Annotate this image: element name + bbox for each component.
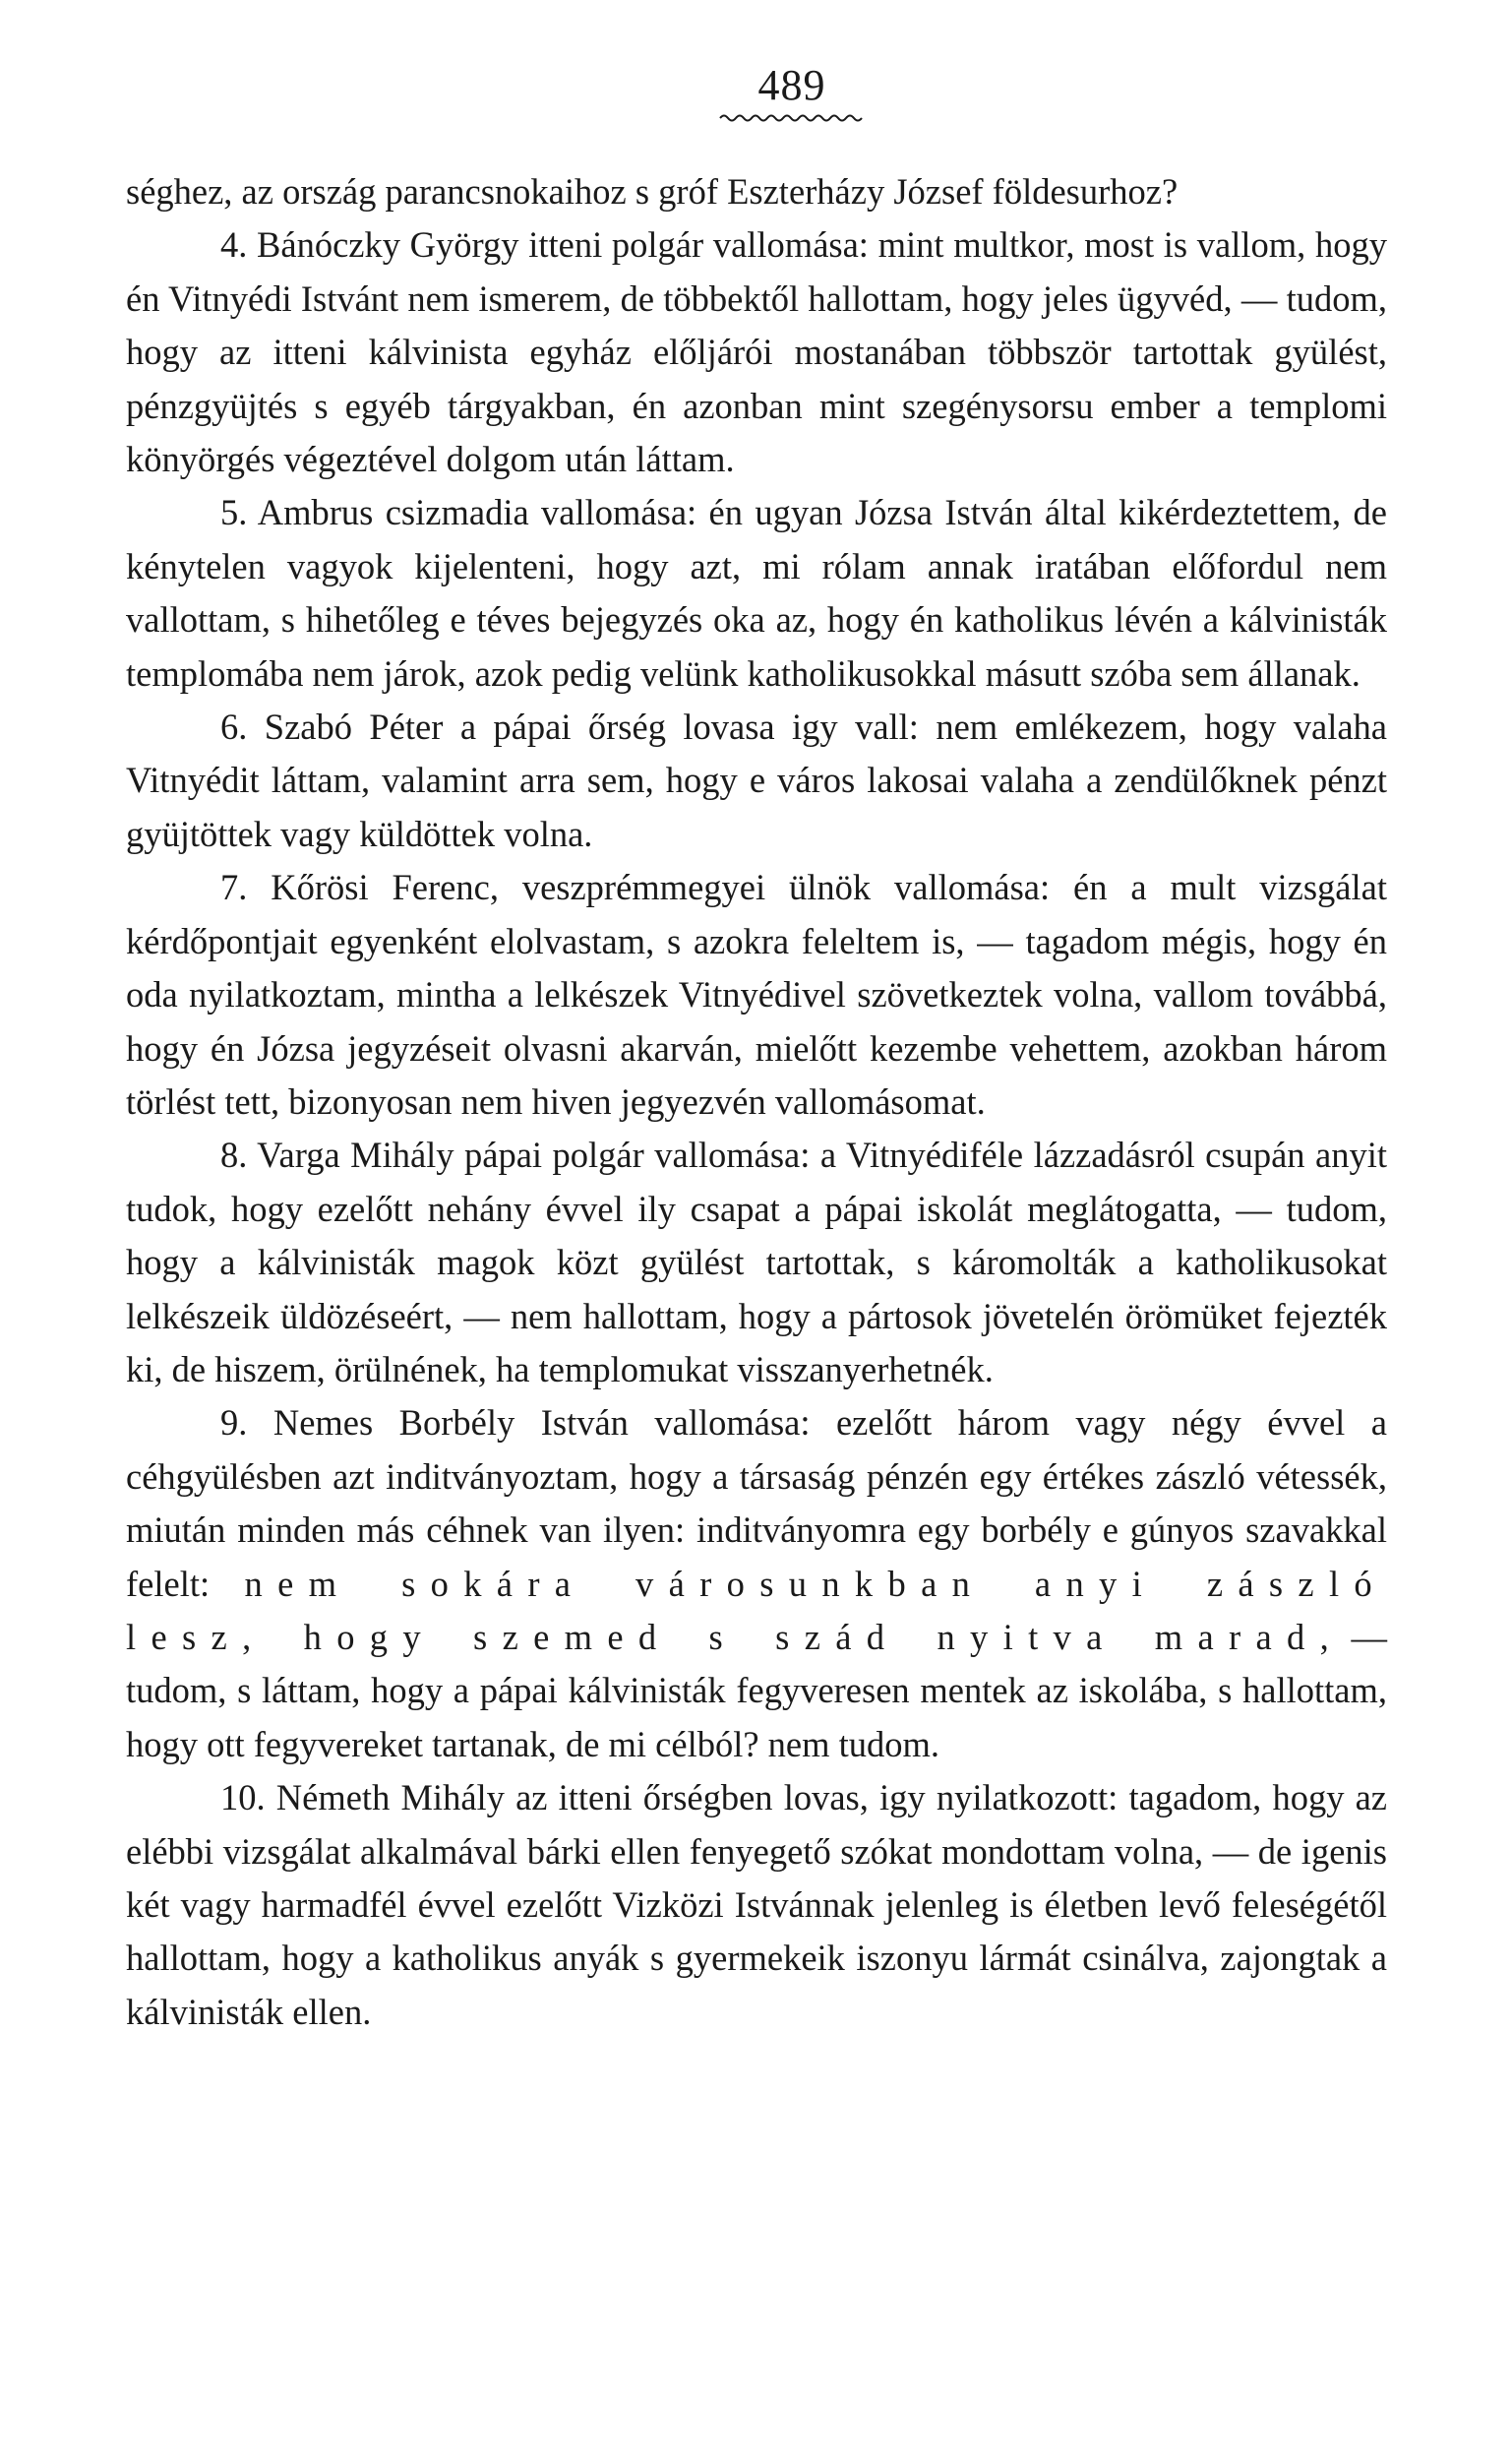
paragraph-text: 7. Kőrösi Ferenc, veszprémmegyei ülnök vallomása: én a mult vizsgálat kérdőpontjait egyenként elolvastam, s azokra feleltem is, — tagadom mégis, hogy én oda nyilatkoztam, mintha a lelkészek Vitnyédivel szövetkeztek volna, vallom továbbá, hogy én Józsa jegyzéseit olvasni akarván, mielőtt kezembe vehettem, azokban három törlést tett, bizonyosan nem hiven jegyezvén vallomásomat. (126, 867, 1387, 1122)
spaced-emphasis-text: nem sokára városunkban anyi zászló lesz, hogy szemed s szád nyitva marad (126, 1563, 1387, 1657)
paragraph-p-5 (126, 486, 1387, 701)
paragraph-text: , — tudom, s láttam, hogy a pápai kálvinisták fegyveresen mentek az iskolába, s hallottam, hogy ott fegyvereket tartanak, de mi célból? nem tudom. (126, 1616, 1387, 1764)
page-header (718, 61, 866, 124)
paragraph-text: 8. Varga Mihály pápai polgár vallomása: a Vitnyédiféle lázzadásról csupán anyit tudok, hogy ezelőtt nehány évvel ily csapat a pápai iskolát meglátogatta, — tudom, hogy a kálvinisták magok közt gyülést tartottak, s káromolták a katholikusokat lelkészeik üldözéseért, — nem hallottam, hogy a pártosok jövetelén örömüket fejezték ki, de hiszem, örülnének, ha templomukat visszanyerhetnék. (126, 1135, 1387, 1389)
paragraph-text: 9. Nemes Borbély István vallomása: ezelőtt három vagy négy évvel a céhgyülésben azt inditványoztam, hogy a társaság pénzén egy értékes zászló vétessék, miután minden más céhnek van ilyen: inditványomra egy borbély e gúnyos szavakkal felelt: (126, 1402, 1387, 1604)
paragraph-p-9 (126, 1396, 1387, 1771)
wavy-rule-ornament (718, 112, 866, 124)
paragraph-p-7 (126, 861, 1387, 1129)
page-body-text (126, 165, 1387, 2039)
paragraph-p-4 (126, 218, 1387, 486)
paragraph-p-continued (126, 165, 1387, 218)
paragraph-text: séghez, az ország parancsnokaihoz s gróf Eszterházy József földesurhoz? (126, 171, 1179, 212)
page-number: 489 (757, 61, 826, 109)
paragraph-text: 10. Németh Mihály az itteni őrségben lovas, igy nyilatkozott: tagadom, hogy az elébbi vizsgálat alkalmával bárki ellen fenyegető szókat mondottam volna, — de igenis két vagy harmadfél évvel ezelőtt Vizközi Istvánnak jelenleg is életben levő feleségétől hallottam, hogy a katholikus anyák s gyermekeik iszonyu lármát csinálva, zajongtak a kálvinisták ellen. (126, 1777, 1387, 2032)
paragraph-text: 4. Bánóczky György itteni polgár vallomása: mint multkor, most is vallom, hogy én Vitnyédi Istvánt nem ismerem, de többektől hallottam, hogy jeles ügyvéd, — tudom, hogy az itteni kálvinista egyház előljárói mostanában többször tartottak gyülést, pénzgyüjtés s egyéb tárgyakban, én azonban mint szegénysorsu ember a templomi könyörgés végeztével dolgom után láttam. (126, 224, 1387, 480)
paragraph-text: 5. Ambrus csizmadia vallomása: én ugyan Józsa István által kikérdeztettem, de kénytelen vagyok kijelenteni, hogy azt, mi rólam annak iratában előfordul nem vallottam, s hihetőleg e téves bejegyzés oka az, hogy én katholikus lévén a kálvinisták templomába nem járok, azok pedig velünk katholikusokkal másutt szóba sem állanak. (126, 492, 1387, 694)
paragraph-p-6 (126, 701, 1387, 861)
paragraph-text: 6. Szabó Péter a pápai őrség lovasa igy vall: nem emlékezem, hogy valaha Vitnyédit láttam, valamint arra sem, hogy e város lakosai valaha a zendülőknek pénzt gyüjtöttek vagy küldöttek volna. (126, 707, 1387, 854)
paragraph-p-10 (126, 1771, 1387, 2039)
paragraph-p-8 (126, 1129, 1387, 1396)
